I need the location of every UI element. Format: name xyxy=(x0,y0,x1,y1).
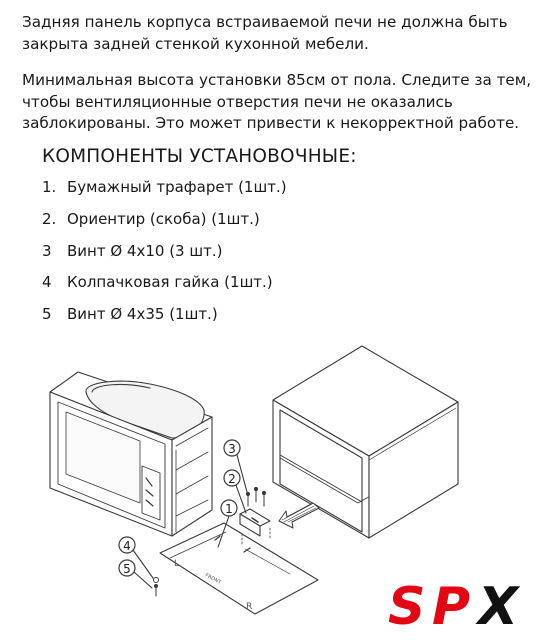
component-item-1 xyxy=(42,178,287,196)
paper-template-drawing xyxy=(160,523,318,614)
template-front-label: FRONT xyxy=(204,572,222,586)
bracket-drawing xyxy=(240,509,270,536)
callout-number: 4 xyxy=(123,539,131,553)
callout-5 xyxy=(119,560,152,588)
arrow-icon xyxy=(279,503,319,528)
component-number: 4 xyxy=(42,273,52,291)
paragraph-min-height: Минимальная высота установки 85см от пола. Следите за тем, чтобы вентиляционные отверстия печи не оказались заблокированы. Это может привести к некорректной работе. xyxy=(22,71,532,132)
callout-number: 5 xyxy=(123,562,131,576)
component-number: 1. xyxy=(42,178,57,196)
component-text: Винт Ø 4x35 (1шт.) xyxy=(67,305,218,323)
component-number: 3 xyxy=(42,242,52,260)
logo-letter-x: X xyxy=(478,577,519,630)
component-item-4 xyxy=(42,273,273,291)
component-item-2 xyxy=(42,210,260,228)
template-letter-l: L xyxy=(174,559,180,569)
callout-number: 3 xyxy=(228,442,236,456)
spx-logo xyxy=(388,576,538,630)
callout-number: 1 xyxy=(225,502,233,516)
component-text: Ориентир (скоба) (1шт.) xyxy=(67,210,260,228)
component-text: Винт Ø 4x10 (3 шт.) xyxy=(67,242,223,260)
component-text: Бумажный трафарет (1шт.) xyxy=(67,178,287,196)
component-text: Колпачковая гайка (1шт.) xyxy=(67,273,273,291)
microwave-oven-drawing xyxy=(50,372,212,536)
callout-number: 2 xyxy=(228,472,236,486)
components-heading: КОМПОНЕНТЫ УСТАНОВОЧНЫЕ: xyxy=(42,146,357,167)
component-item-5 xyxy=(42,305,218,323)
component-item-3 xyxy=(42,242,222,260)
logo-letter-s: S xyxy=(388,577,426,630)
component-number: 2. xyxy=(42,210,57,228)
template-letter-r: R xyxy=(246,602,253,612)
component-number: 5 xyxy=(42,305,52,323)
paragraph-rear-panel: Задняя панель корпуса встраиваемой печи не должна быть закрыта задней стенкой кухонной мебели. xyxy=(22,13,508,53)
logo-letter-p: P xyxy=(432,577,471,630)
